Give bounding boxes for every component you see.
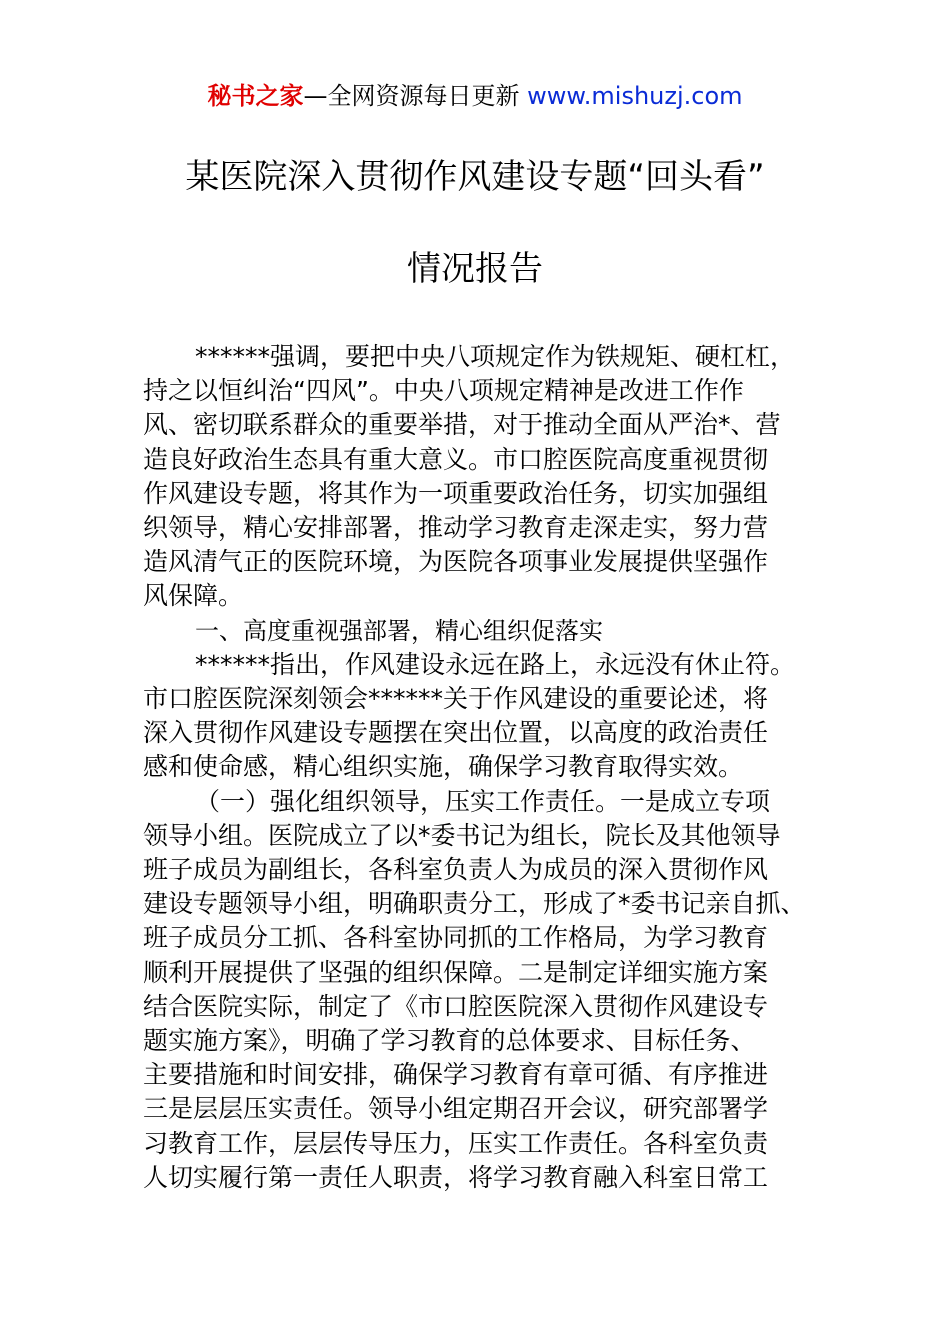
paragraph-line: 习教育工作，层层传导压力，压实工作责任。各科室负责: [143, 1128, 769, 1158]
paragraph-line: 三是层层压实责任。领导小组定期召开会议，研究部署学: [143, 1094, 769, 1124]
paragraph-line: 市口腔医院深刻领会******关于作风建设的重要论述，将: [143, 684, 769, 714]
paragraph-line: 造风清气正的医院环境，为医院各项事业发展提供坚强作: [143, 547, 769, 577]
paragraph-line: 深入贯彻作风建设专题摆在突出位置，以高度的政治责任: [143, 718, 769, 748]
paragraph-line: （一）强化组织领导，压实工作责任。一是成立专项: [195, 786, 771, 816]
document-title-line-1: 某医院深入贯彻作风建设专题“回头看”: [185, 157, 765, 197]
paragraph-line: 持之以恒纠治“四风”。中央八项规定精神是改进工作作: [143, 376, 744, 406]
paragraph-line: 作风建设专题，将其作为一项重要政治任务，切实加强组: [143, 478, 769, 508]
paragraph-line: 织领导，精心安排部署，推动学习教育走深走实，努力营: [143, 513, 769, 543]
banner-tagline: —全网资源每日更新: [303, 82, 528, 110]
paragraph-line: 班子成员为副组长，各科室负责人为成员的深入贯彻作风: [143, 855, 769, 885]
paragraph-line: 班子成员分工抓、各科室协同抓的工作格局，为学习教育: [143, 923, 769, 953]
paragraph-line: 题实施方案》，明确了学习教育的总体要求、目标任务、: [143, 1026, 756, 1056]
website-link[interactable]: www.mishuzj.com: [527, 82, 743, 110]
brand-name: 秘书之家: [207, 82, 304, 110]
paragraph-line: 结合医院实际，制定了《市口腔医院深入贯彻作风建设专: [143, 991, 769, 1021]
document-body: [143, 340, 831, 1195]
paragraph-line: 感和使命感，精心组织实施，确保学习教育取得实效。: [143, 752, 744, 782]
document-title-line-2: 情况报告: [407, 249, 543, 289]
paragraph-line: 顺利开展提供了坚强的组织保障。二是制定详细实施方案: [143, 957, 769, 987]
paragraph-line: 人切实履行第一责任人职责，将学习教育融入科室日常工: [143, 1162, 769, 1192]
section-heading: 一、高度重视强部署，精心组织促落实: [195, 616, 603, 645]
paragraph-line: 造良好政治生态具有重大意义。市口腔医院高度重视贯彻: [143, 444, 769, 474]
paragraph-line: ******强调，要把中央八项规定作为铁规矩、硬杠杠，: [195, 342, 796, 371]
paragraph-line: 领导小组。医院成立了以*委书记为组长，院长及其他领导: [143, 820, 781, 850]
paragraph-line: 风保障。: [143, 581, 244, 611]
paragraph-line: 建设专题领导小组，明确职责分工，形成了*委书记亲自抓、: [143, 889, 806, 919]
paragraph-line: 主要措施和时间安排，确保学习教育有章可循、有序推进: [143, 1060, 769, 1090]
paragraph-line: 风、密切联系群众的重要举措，对于推动全面从严治*、营: [143, 410, 781, 440]
paragraph-line: ******指出，作风建设永远在路上，永远没有休止符。: [195, 649, 796, 679]
site-banner: [0, 80, 950, 112]
